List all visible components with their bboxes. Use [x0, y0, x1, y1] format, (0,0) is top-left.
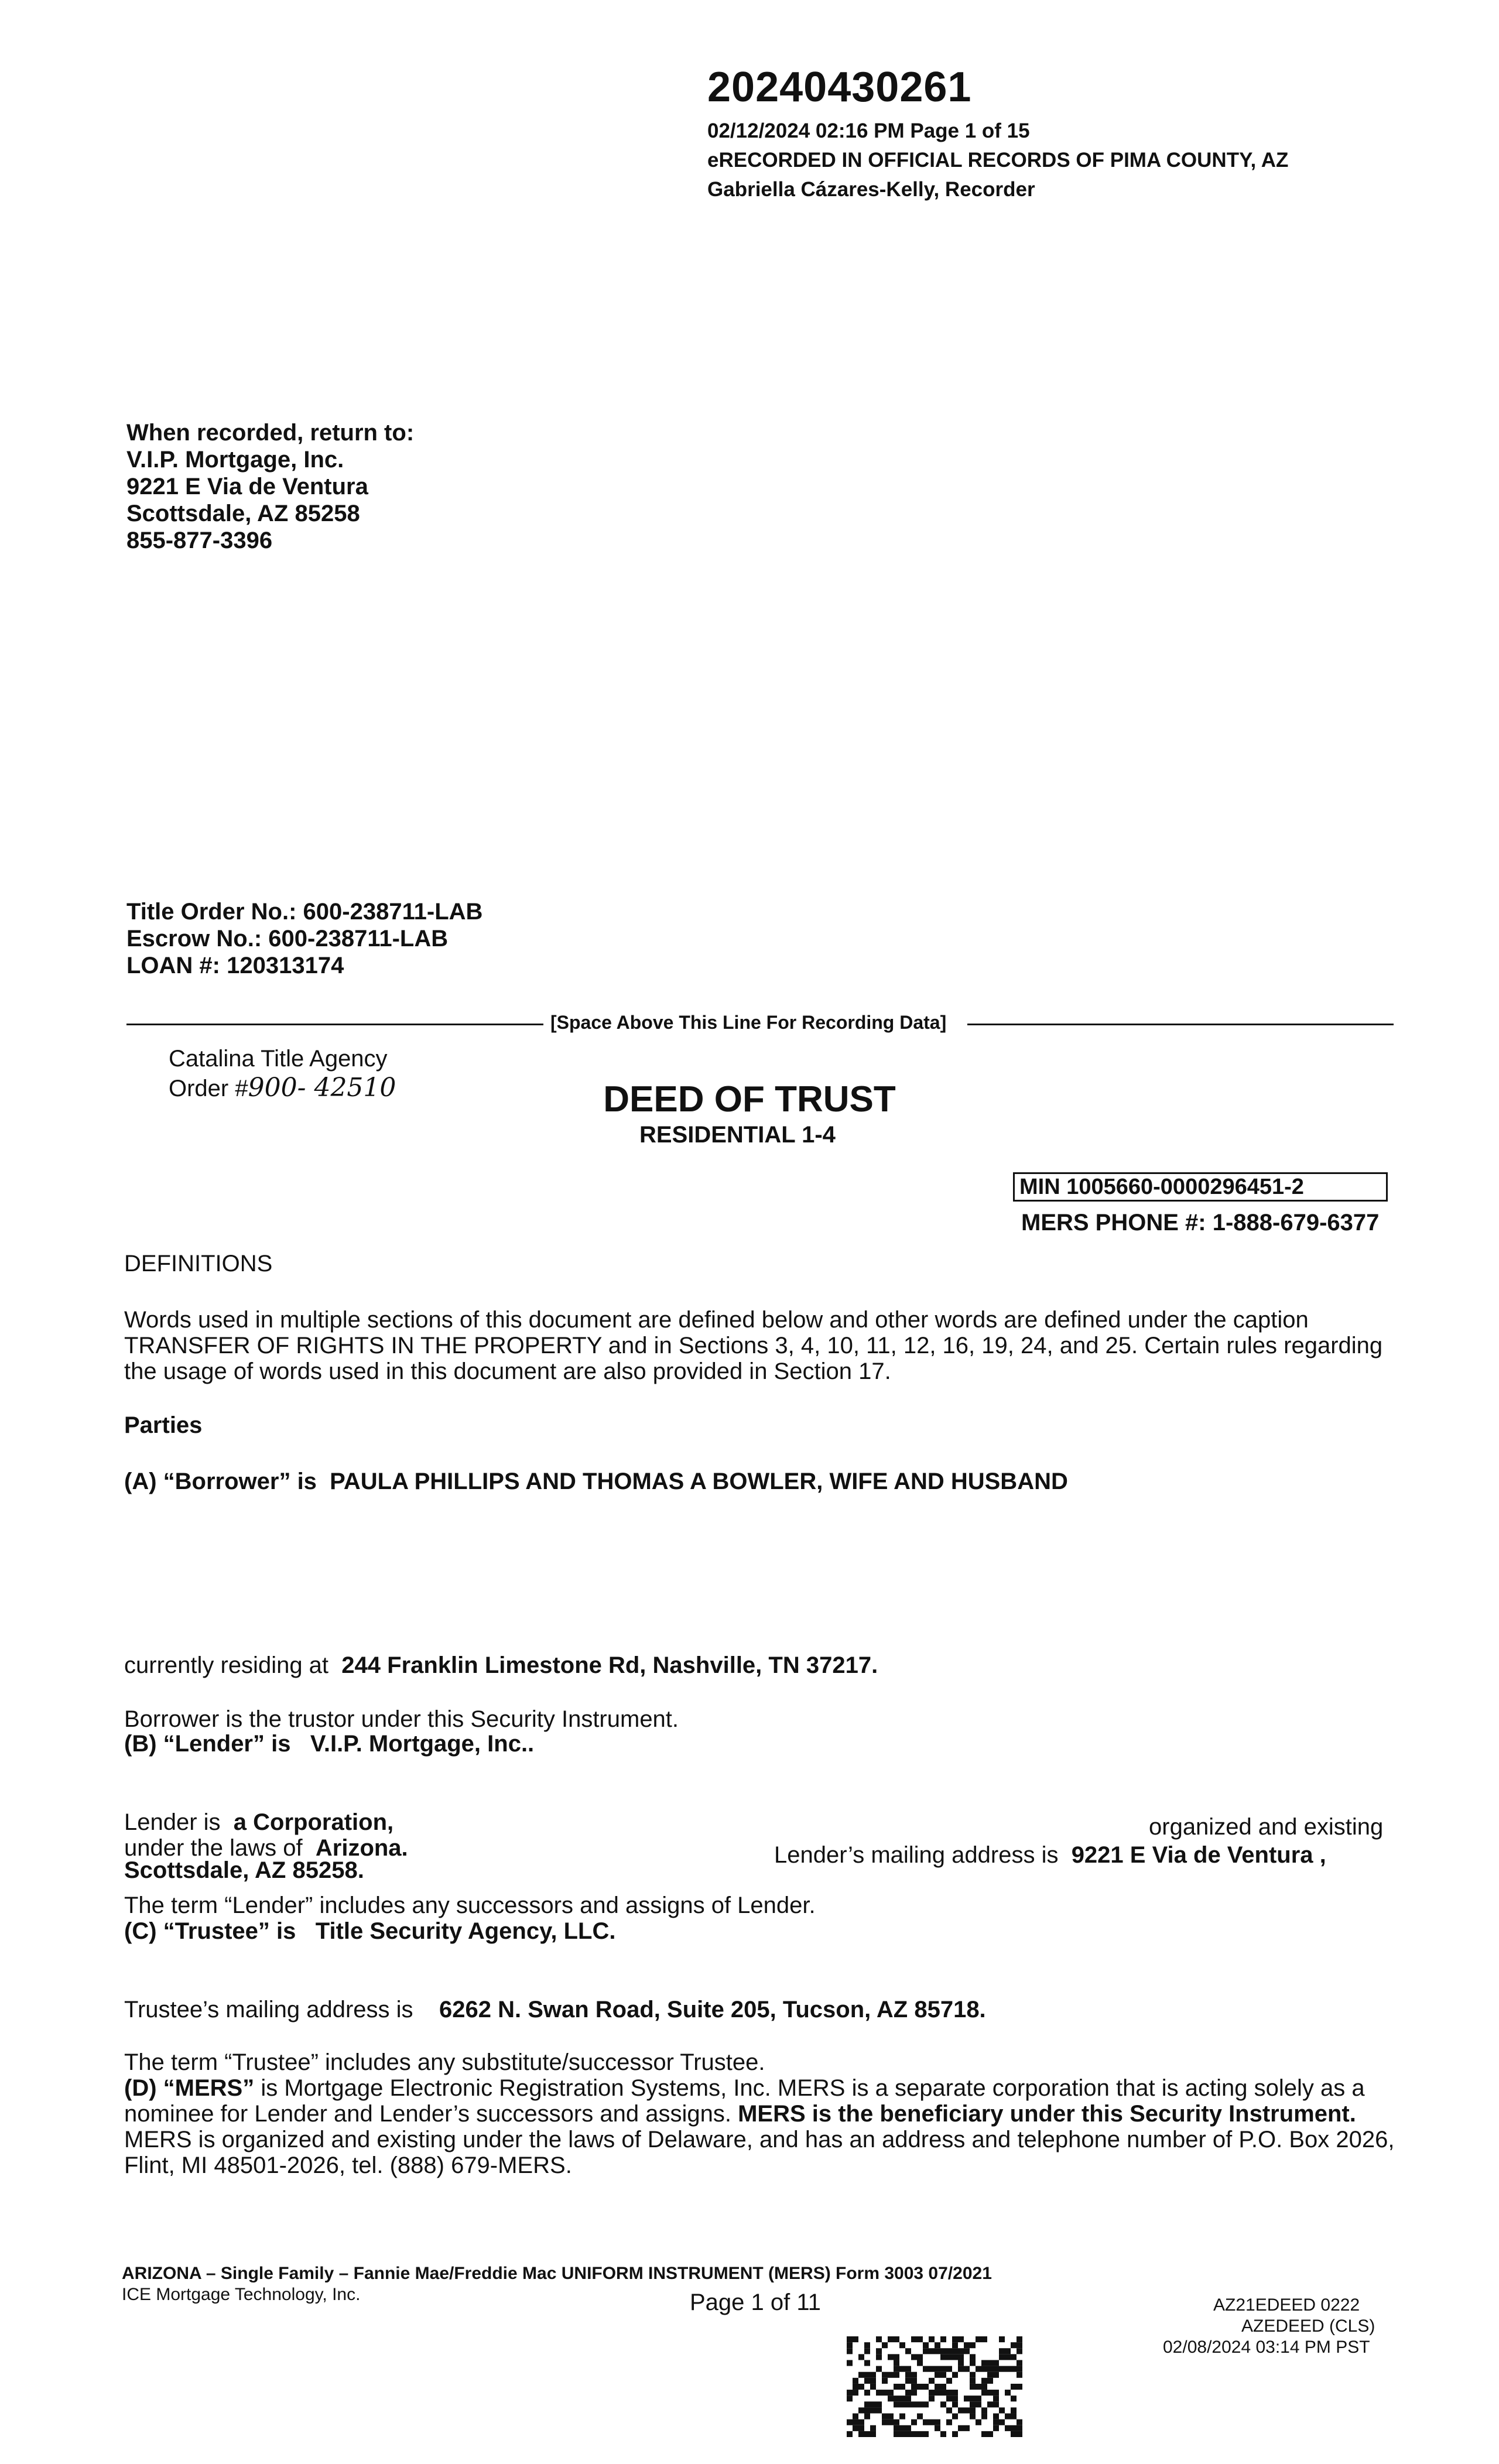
- trustee-mailing-label: Trustee’s mailing address is: [124, 1997, 413, 2022]
- footer-page: Page 1 of 11: [690, 2290, 821, 2315]
- space-above-label: [Space Above This Line For Recording Data]: [550, 1012, 947, 1033]
- trustee-label: (C) “Trustee” is: [124, 1918, 296, 1944]
- loan-label: LOAN #:: [126, 953, 220, 978]
- footer-code2: AZEDEED (CLS): [1241, 2316, 1375, 2336]
- lender-value: V.I.P. Mortgage, Inc..: [310, 1731, 535, 1757]
- lender-includes: The term “Lender” includes any successors and assigns of Lender.: [124, 1893, 816, 1918]
- order-numbers: [126, 898, 482, 979]
- lender-line: [124, 1731, 534, 1757]
- footer-ice: ICE Mortgage Technology, Inc.: [122, 2285, 361, 2304]
- borrower-trustor: Borrower is the trustor under this Security Instrument.: [124, 1706, 679, 1732]
- return-to-city: Scottsdale, AZ 85258: [126, 501, 360, 526]
- document-subtitle: RESIDENTIAL 1-4: [639, 1122, 836, 1148]
- definitions-heading: DEFINITIONS: [124, 1251, 273, 1277]
- trustee-line: [124, 1918, 615, 1945]
- footer-code1: AZ21EDEED 0222: [1213, 2295, 1360, 2315]
- lender-mailing-address: 9221 E Via de Ventura ,: [1071, 1842, 1326, 1868]
- escrow-label: Escrow No.:: [126, 926, 262, 952]
- agency-order-label: Order #: [169, 1076, 248, 1101]
- agency-name: Catalina Title Agency: [169, 1046, 388, 1072]
- residing-label: currently residing at: [124, 1652, 329, 1678]
- borrower-address: 244 Franklin Limestone Rd, Nashville, TN 37217.: [341, 1652, 878, 1678]
- loan-value: 120313174: [227, 953, 344, 978]
- barcode-icon: [847, 2336, 1022, 2437]
- mers-paragraph: [124, 2075, 1395, 2178]
- lender-type: a Corporation,: [233, 1809, 394, 1835]
- lender-mailing: [774, 1842, 1326, 1868]
- escrow-value: 600-238711-LAB: [268, 926, 449, 952]
- recording-recorder: Gabriella Cázares-Kelly, Recorder: [707, 178, 1035, 201]
- mers-beneficiary: MERS is the beneficiary under this Security Instrument.: [738, 2101, 1356, 2127]
- return-to-heading: When recorded, return to:: [126, 420, 415, 446]
- mers-label: (D) “MERS”: [124, 2075, 255, 2101]
- recording-number: 20240430261: [707, 64, 972, 111]
- borrower-line: [124, 1469, 1068, 1495]
- agency-order-handwritten: 900- 42510: [248, 1073, 396, 1103]
- min-box: MIN 1005660-0000296451-2: [1013, 1172, 1388, 1202]
- mers-line3: MERS is organized and existing under the laws of Delaware, and has an address and telephone number of P.O. Box 2026,: [124, 2127, 1395, 2152]
- mers-line4: Flint, MI 48501-2026, tel. (888) 679-MERS.: [124, 2152, 572, 2178]
- lender-label: (B) “Lender” is: [124, 1731, 291, 1757]
- trustee-value: Title Security Agency, LLC.: [315, 1918, 616, 1944]
- return-to-street: 9221 E Via de Ventura: [126, 474, 368, 499]
- mers-line1: is Mortgage Electronic Registration Systems, Inc. MERS is a separate corporation that is acting solely as a: [261, 2075, 1365, 2101]
- intro-paragraph: [124, 1307, 1382, 1384]
- title-order-value: 600-238711-LAB: [303, 899, 483, 925]
- lender-mailing-label: Lender’s mailing address is: [774, 1842, 1059, 1868]
- parties-heading: Parties: [124, 1412, 203, 1438]
- intro-line: Words used in multiple sections of this document are defined below and other words are defined under the caption: [124, 1307, 1309, 1333]
- recording-rule-right: [967, 1024, 1394, 1025]
- lender-city: Scottsdale, AZ 85258.: [124, 1857, 364, 1883]
- mers-line2a: nominee for Lender and Lender’s successors and assigns.: [124, 2101, 731, 2127]
- borrower-value: PAULA PHILLIPS AND THOMAS A BOWLER, WIFE AND HUSBAND: [330, 1469, 1068, 1494]
- intro-line: TRANSFER OF RIGHTS IN THE PROPERTY and in Sections 3, 4, 10, 11, 12, 16, 19, 24, and 25. Certain rules regarding: [124, 1333, 1383, 1358]
- lender-is-label: Lender is: [124, 1809, 221, 1835]
- mers-phone: MERS PHONE #: 1-888-679-6377: [1021, 1210, 1380, 1236]
- document-title: DEED OF TRUST: [603, 1079, 896, 1120]
- trustee-mailing: [124, 1997, 986, 2023]
- footer-form-line: ARIZONA – Single Family – Fannie Mae/Freddie Mac UNIFORM INSTRUMENT (MERS) Form 3003 07/2021: [122, 2264, 992, 2283]
- return-to-block: [126, 419, 414, 554]
- lender-state: Arizona.: [315, 1835, 408, 1861]
- lender-is-a: [124, 1809, 393, 1836]
- recording-datetime: 02/12/2024 02:16 PM Page 1 of 15: [707, 119, 1030, 142]
- title-order-label: Title Order No.:: [126, 899, 297, 925]
- return-to-phone: 855-877-3396: [126, 528, 273, 553]
- recording-rule-left: [126, 1024, 543, 1025]
- borrower-residing: [124, 1652, 878, 1679]
- return-to-name: V.I.P. Mortgage, Inc.: [126, 447, 344, 473]
- footer-code3: 02/08/2024 03:14 PM PST: [1163, 2338, 1370, 2357]
- intro-line: the usage of words used in this document are also provided in Section 17.: [124, 1358, 891, 1384]
- recording-official: eRECORDED IN OFFICIAL RECORDS OF PIMA COUNTY, AZ: [707, 149, 1289, 172]
- lender-under-label: under the laws of: [124, 1835, 303, 1861]
- trustee-mailing-address: 6262 N. Swan Road, Suite 205, Tucson, AZ 85718.: [439, 1997, 986, 2022]
- borrower-label: (A) “Borrower” is: [124, 1469, 317, 1494]
- lender-org-existing: organized and existing: [1149, 1814, 1384, 1840]
- trustee-includes: The term “Trustee” includes any substitute/successor Trustee.: [124, 2049, 765, 2075]
